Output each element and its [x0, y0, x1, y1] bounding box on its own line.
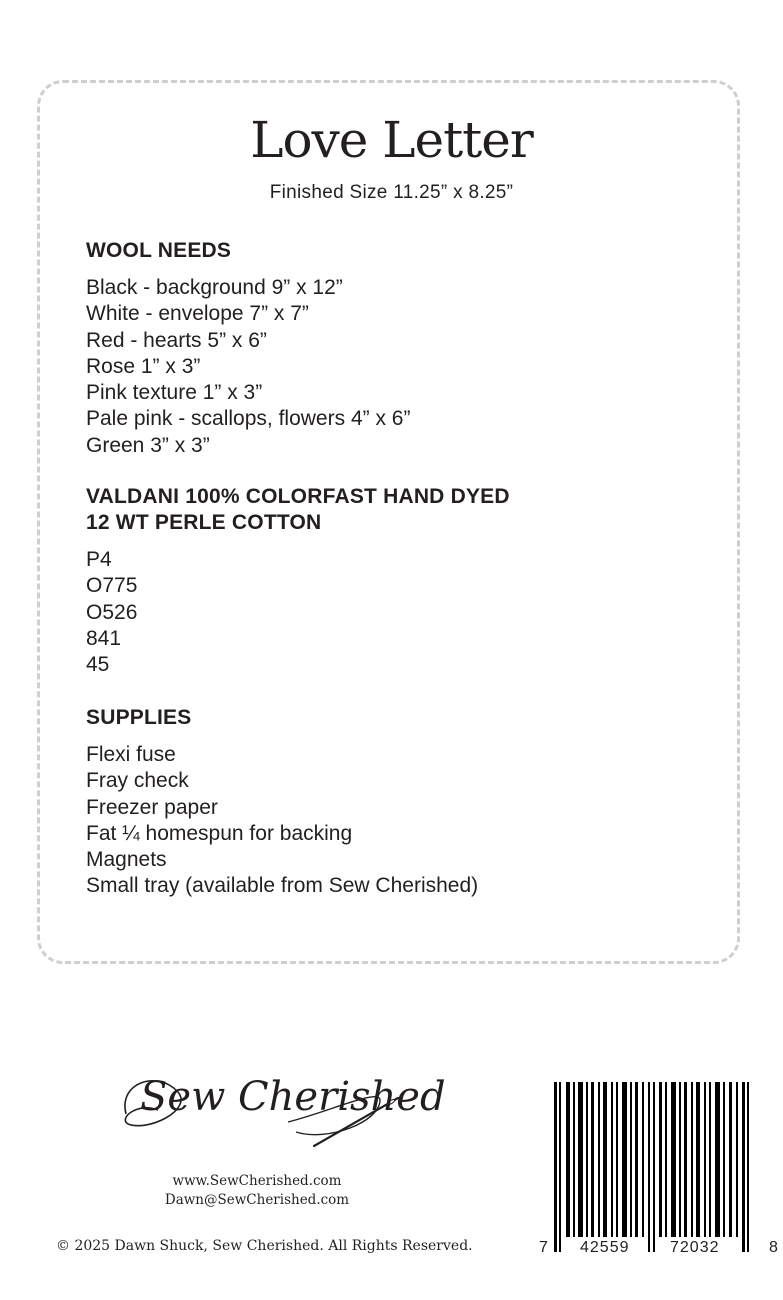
barcode-image	[538, 1082, 783, 1262]
barcode-right-digits: 72032	[670, 1239, 720, 1256]
list-item: Fat ¼ homespun for backing	[86, 821, 353, 845]
barcode-left-digits: 42559	[580, 1239, 630, 1256]
thread-heading-line-2: 12 WT PERLE COTTON	[86, 511, 322, 534]
list-item: Green 3” x 3”	[86, 433, 210, 457]
thread-heading-line-1: VALDANI 100% COLORFAST HAND DYED	[86, 485, 510, 508]
thread-heading	[86, 484, 510, 536]
list-item: O775	[86, 574, 138, 598]
thread-list	[86, 547, 137, 678]
email-text: Dawn@SewCherished.com	[164, 1192, 350, 1208]
copyright-text: © 2025 Dawn Shuck, Sew Cherished. All Rights Reserved.	[56, 1238, 473, 1254]
finished-size: Finished Size 11.25” x 8.25”	[269, 182, 514, 203]
wool-needs-heading: WOOL NEEDS	[86, 239, 232, 262]
list-item: Pink texture 1” x 3”	[86, 381, 263, 405]
list-item: Freezer paper	[86, 795, 218, 819]
list-item: Magnets	[86, 848, 167, 872]
barcode-check-digit: 8	[769, 1239, 779, 1256]
list-item: 841	[86, 626, 122, 650]
list-item: Flexi fuse	[86, 743, 176, 766]
list-item: Red - hearts 5” x 6”	[86, 328, 267, 352]
list-item: O526	[86, 600, 138, 624]
list-item: P4	[86, 548, 112, 571]
pattern-title: Love Letter	[250, 111, 533, 169]
list-item: Rose 1” x 3”	[86, 354, 201, 378]
list-item: Fray check	[86, 769, 189, 793]
barcode-bars	[554, 1082, 749, 1252]
barcode-lead-digit: 7	[539, 1239, 549, 1256]
list-item: White - envelope 7” x 7”	[86, 302, 309, 326]
list-item: Black - background 9” x 12”	[86, 276, 343, 299]
logo-wordmark: Sew Cherished	[140, 1074, 446, 1120]
list-item: 45	[86, 653, 110, 677]
list-item: Pale pink - scallops, flowers 4” x 6”	[86, 407, 411, 431]
list-item: Small tray (available from Sew Cherished)	[86, 874, 479, 898]
wool-needs-list	[86, 275, 410, 459]
sew-cherished-logo	[118, 1052, 446, 1152]
website-text: www.SewCherished.com	[172, 1173, 342, 1189]
supplies-list	[86, 742, 478, 900]
supplies-heading: SUPPLIES	[86, 706, 192, 729]
